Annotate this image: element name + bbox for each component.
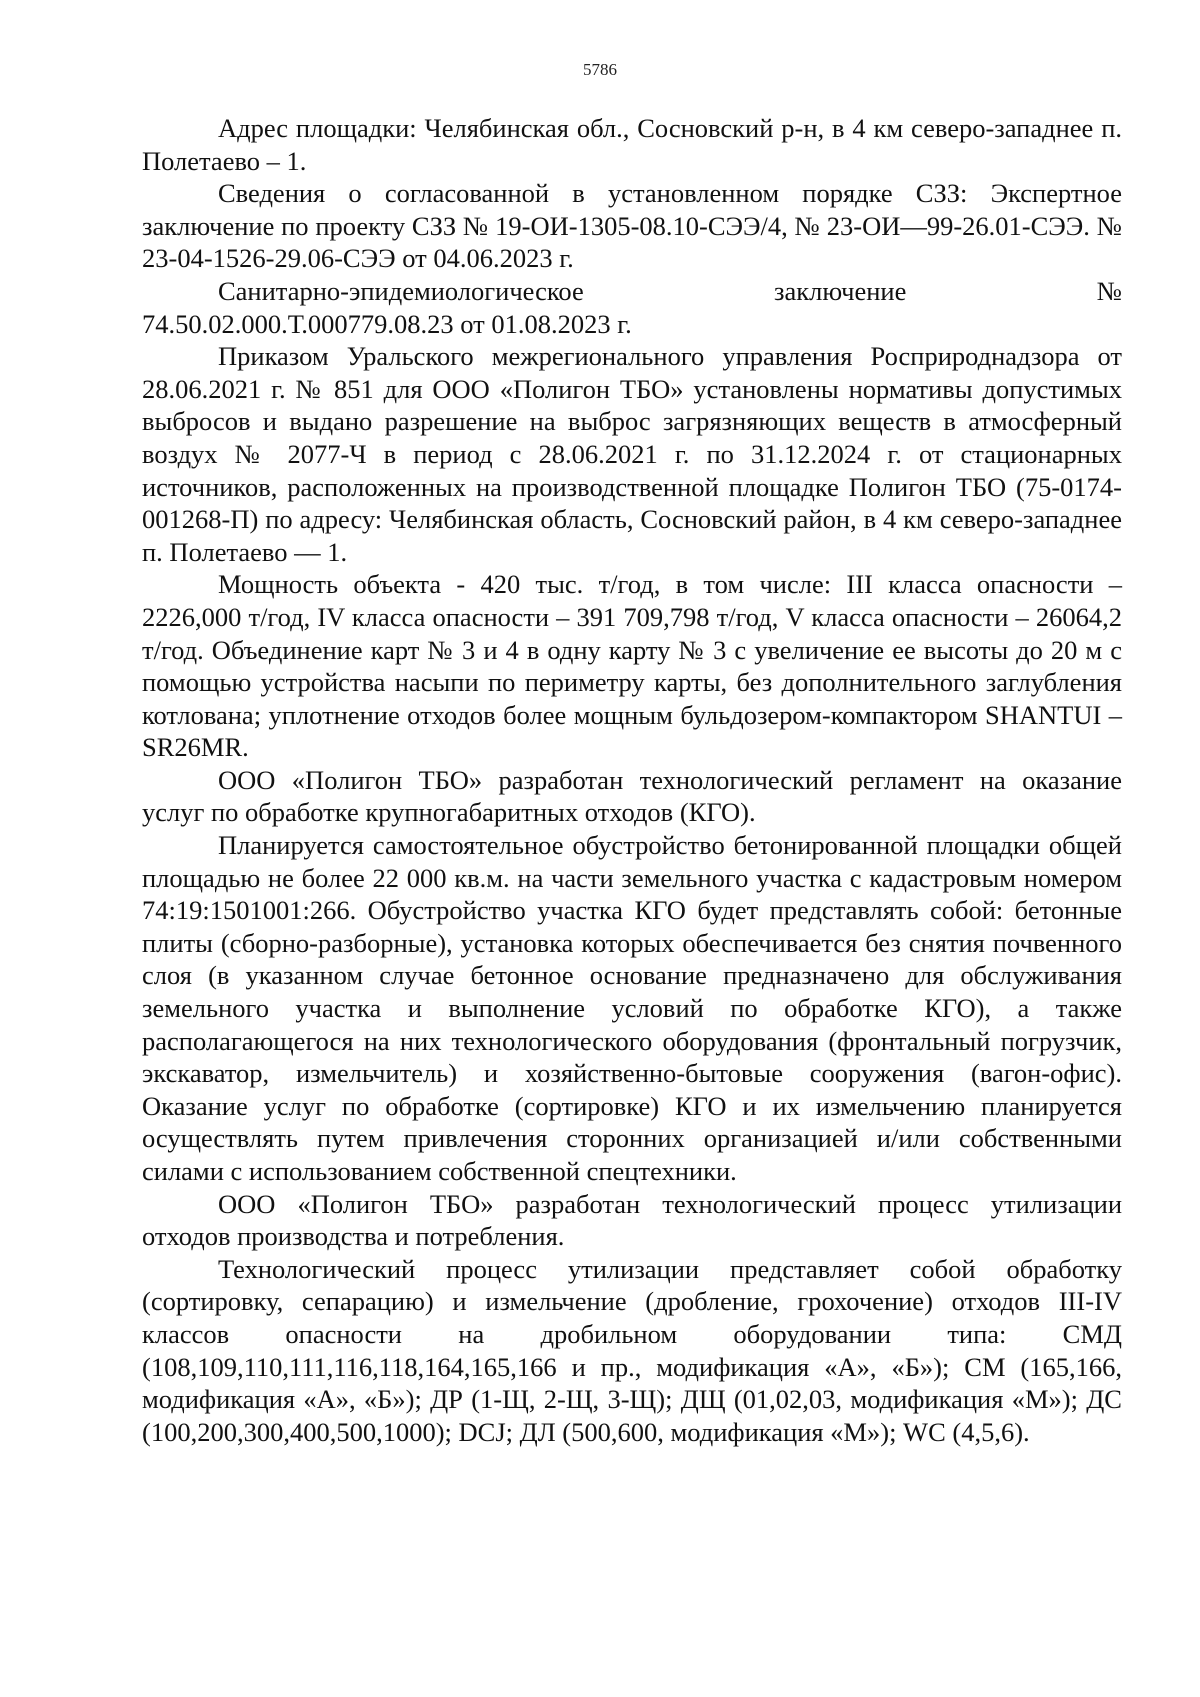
paragraph-crushing-equipment: Технологический процесс утилизации представляет собой обработку (сортировку, сепарацию) и измельчение (дробление, грохочение) отходов III-IV классов опасности на дробильном оборудовании типа: СМД (108,109,110,111,116,118,164,165,166 и пр., модификация «А», «Б»); СМ (165,166, модификация «А», «Б»); ДР (1-Щ, 2-Щ, 3-Щ); ДЩ (01,02,03, модификация «М»); ДС (100,200,300,400,500,1000); DCJ; ДЛ (500,600, модификация «М»); WC (4,5,6). [142, 1253, 1122, 1447]
sanitary-conclusion-word-2: заключение [774, 275, 907, 306]
sanitary-conclusion-number-sign: № [1096, 275, 1122, 306]
paragraph-emission-order: Приказом Уральского межрегионального управления Росприроднадзора от 28.06.2021 г. № 851 для ООО «Полигон ТБО» установлены нормативы допустимых выбросов и выдано разрешение на выброс загрязняющих веществ в атмосферный воздух № 2077-Ч в период с 28.06.2021 г. по 31.12.2024 г. от стационарных источников, расположенных на производственной площадке Полигон ТБО (75-0174-001268-П) по адресу: Челябинская область, Сосновский район, в 4 км северо-западнее п. Полетаево — 1. [142, 341, 1122, 567]
sanitary-conclusion-first-line [142, 275, 1122, 308]
paragraph-concrete-site: Планируется самостоятельное обустройство бетонированной площадки общей площадью не более 22 000 кв.м. на части земельного участка с кадастровым номером 74:19:1501001:266. Обустройство участка КГО будет представлять собой: бетонные плиты (сборно-разборные), установка которых обеспечивается без снятия почвенного слоя (в указанном случае бетонное основание предназначено для обслуживания земельного участка и выполнение условий по обработке КГО), а также располагающегося на них технологического оборудования (фронтальный погрузчик, экскаватор, измельчитель) и хозяйственно-бытовые сооружения (вагон-офис). Оказание услуг по обработке (сортировке) КГО и их измельчению планируется осуществлять путем привлечения сторонних организацией и/или собственными силами с использованием собственной спецтехники. [142, 830, 1122, 1186]
paragraph-szz-info: Сведения о согласованной в установленном порядке СЗЗ: Экспертное заключение по проекту СЗЗ № 19-ОИ-1305-08.10-СЭЭ/4, № 23-ОИ—99-26.01-СЭЭ. № 23-04-1526-29.06-СЭЭ от 04.06.2023 г. [142, 178, 1122, 274]
sanitary-conclusion-word-1: Санитарно-эпидемиологическое [218, 275, 584, 306]
paragraph-sanitary-conclusion [142, 275, 1122, 340]
paragraph-utilization-process: ООО «Полигон ТБО» разработан технологический процесс утилизации отходов производства и потребления. [142, 1188, 1122, 1252]
paragraph-facility-capacity: Мощность объекта - 420 тыс. т/год, в том числе: III класса опасности – 2226,000 т/год, IV класса опасности – 391 709,798 т/год, V класса опасности – 26064,2 т/год. Объединение карт № 3 и 4 в одну карту № 3 с увеличение ее высоты до 20 м с помощью устройства насыпи по периметру карты, без дополнительного заглубления котлована; уплотнение отходов более мощным бульдозером-компактором SHANTUI – SR26MR. [142, 569, 1122, 763]
sanitary-conclusion-second-line: 74.50.02.000.Т.000779.08.23 от 01.08.2023 г. [142, 308, 632, 339]
document-body [142, 112, 1122, 1448]
paragraph-kgo-regulation: ООО «Полигон ТБО» разработан технологический регламент на оказание услуг по обработке крупногабаритных отходов (КГО). [142, 764, 1122, 828]
paragraph-site-address: Адрес площадки: Челябинская обл., Сосновский р-н, в 4 км северо-западнее п. Полетаево – 1. [142, 113, 1122, 176]
page-number: 5786 [583, 60, 617, 79]
